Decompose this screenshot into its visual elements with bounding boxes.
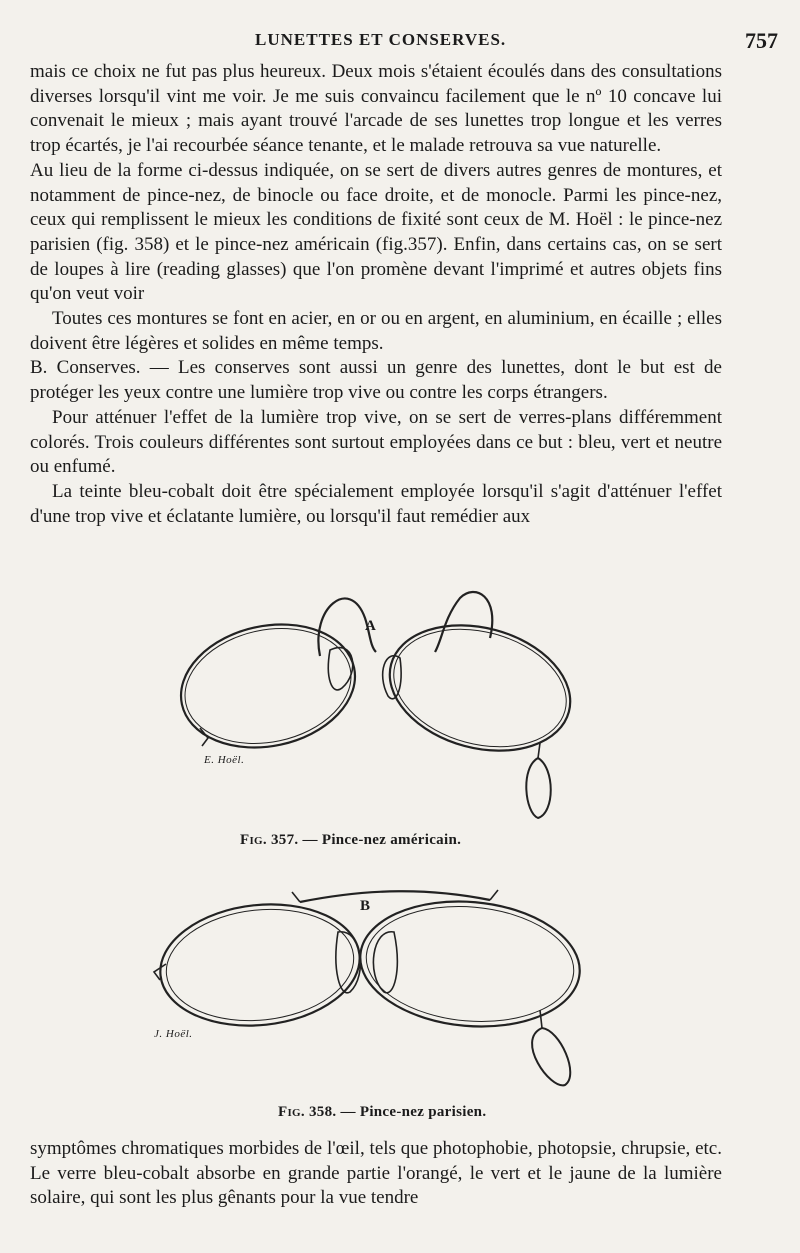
figure-358 [140,880,740,1100]
pince-nez-americain-illustration [160,578,600,783]
pince-nez-parisien-illustration [140,880,740,1100]
figure-letter: B [360,898,371,914]
figure-caption-358 [278,1104,486,1121]
page-number: 757 [745,28,778,53]
caption-number: Fig. 357. [240,832,299,848]
caption-text: — Pince-nez américain. [298,832,462,848]
body-text-bottom [30,1137,722,1211]
caption-text: — Pince-nez parisien. [336,1104,487,1120]
paragraph: mais ce choix ne fut pas plus heureux. Deux mois s'étaient écoulés dans des consultations diverses lorsqu'il vint me voir. Je me suis convaincu facilement que le nº 10 concave lui convenait le mieux ; mais ayant trouvé l'arcade de ses lunettes trop longue et les verres trop écartés, je l'ai recourbée séance tenante, et le malade retrouva sa vue naturelle. [30,61,722,157]
paragraph: symptômes chromatiques morbides de l'œil, tels que photophobie, photopsie, chrupsie, etc. Le verre bleu-cobalt absorbe en grande partie l'orangé, le vert et le jaune de la lumière solaire, qui sont les plus gênants pour la vue tendre [30,1138,722,1209]
figure-caption-357 [240,832,461,849]
engraver-signature: J. Hoël. [154,1028,193,1040]
engraver-signature: E. Hoël. [204,754,245,766]
figure-letter: A [365,618,376,634]
body-text-top [30,60,722,529]
paragraph: Toutes ces montures se font en acier, en or ou en argent, en aluminium, en écaille ; elles doivent être légères et solides en même temps. [30,308,722,354]
paragraph: Pour atténuer l'effet de la lumière trop vive, on se sert de verres-plans différemment colorés. Trois couleurs différentes sont surtout employées dans ce but : bleu, vert et neutre ou enfumé. [30,406,722,478]
running-title: LUNETTES ET CONSERVES. [255,30,507,49]
paragraph: B. Conserves. — Les conserves sont aussi un genre des lunettes, dont le but est de protéger les yeux contre une lumière trop vive ou contre les corps étrangers. [30,357,722,404]
figure-357 [160,578,600,783]
running-head [0,28,800,56]
paragraph: Au lieu de la forme ci-dessus indiquée, on se sert de divers autres genres de montures, et notamment de pince-nez, de binocle ou face droite, et de monocle. Parmi les pince-nez, ceux qui remplissent le mieux les conditions de fixité sont ceux de M. Hoël : le pince-nez parisien (fig. 358) et le pince-nez américain (fig.357). Enfin, dans certains cas, on se sert de loupes à lire (reading glasses) que l'on promène devant l'imprimé et autres objets fins qu'on veut voir [30,159,722,305]
paragraph: La teinte bleu-cobalt doit être spécialement employée lorsqu'il s'agit d'atténuer l'effet d'une trop vive et éclatante lumière, ou lorsqu'il faut remédier aux [30,480,722,527]
caption-number: Fig. 358. [278,1104,337,1120]
